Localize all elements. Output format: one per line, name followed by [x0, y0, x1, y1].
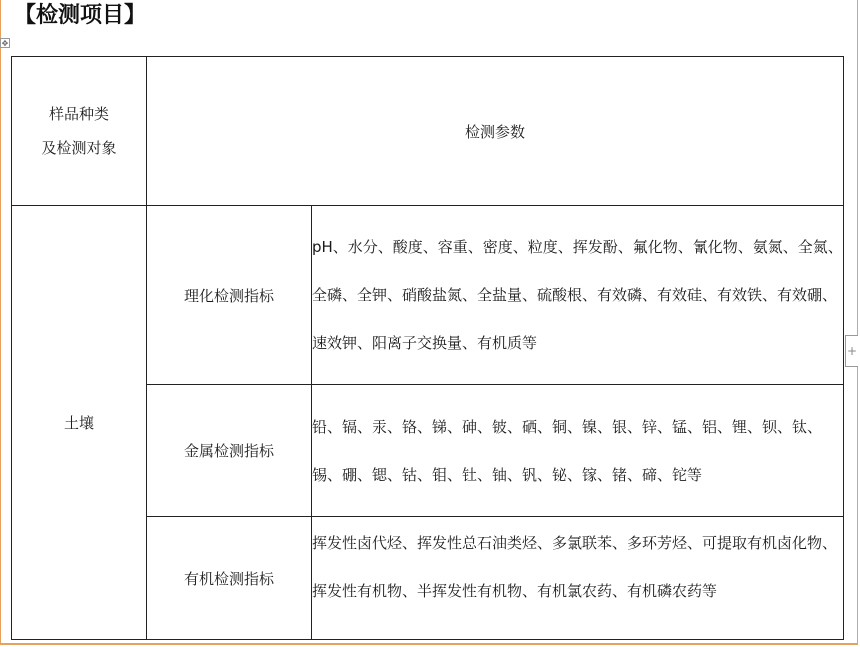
header-sample-type-line1: 样品种类 — [48, 105, 109, 123]
sample-type-label: 土壤 — [63, 414, 94, 432]
header-params-label: 检测参数 — [465, 122, 526, 141]
table-row — [12, 206, 844, 385]
category-cell[interactable] — [147, 206, 312, 385]
detection-items-table — [11, 56, 844, 640]
params-cell[interactable]: 铅、镉、汞、铬、锑、砷、铍、硒、铜、镍、银、锌、锰、铝、锂、钡、钛、锡、硼、锶、钴、钼、钍、铀、钒、铋、镓、锗、碲、铊等 — [312, 385, 844, 517]
category-cell[interactable] — [147, 517, 312, 640]
params-cell[interactable]: 挥发性卤代烃、挥发性总石油类烃、多氯联苯、多环芳烃、可提取有机卤化物、挥发性有机物、半挥发性有机物、有机氯农药、有机磷农药等 — [312, 517, 844, 640]
table-header-row — [12, 57, 844, 206]
add-row-button[interactable] — [845, 335, 858, 367]
plus-icon: + — [847, 344, 858, 358]
category-cell[interactable] — [147, 385, 312, 517]
section-title: 【检测项目】 — [14, 3, 147, 28]
category-label: 理化检测指标 — [183, 286, 274, 305]
header-params-cell[interactable] — [147, 57, 844, 206]
category-label: 有机检测指标 — [183, 569, 274, 588]
header-sample-type-line2: 及检测对象 — [41, 139, 117, 157]
category-label: 金属检测指标 — [183, 442, 274, 460]
header-sample-type-cell[interactable] — [12, 57, 147, 206]
table-move-handle-icon[interactable]: ✥ — [1, 39, 9, 48]
sample-type-cell[interactable] — [12, 206, 147, 640]
params-cell[interactable]: pH、水分、酸度、容重、密度、粒度、挥发酚、氟化物、氰化物、氨氮、全氮、全磷、全钾、硝酸盐氮、全盐量、硫酸根、有效磷、有效硅、有效铁、有效硼、速效钾、阳离子交换量、有机质等 — [312, 206, 844, 385]
